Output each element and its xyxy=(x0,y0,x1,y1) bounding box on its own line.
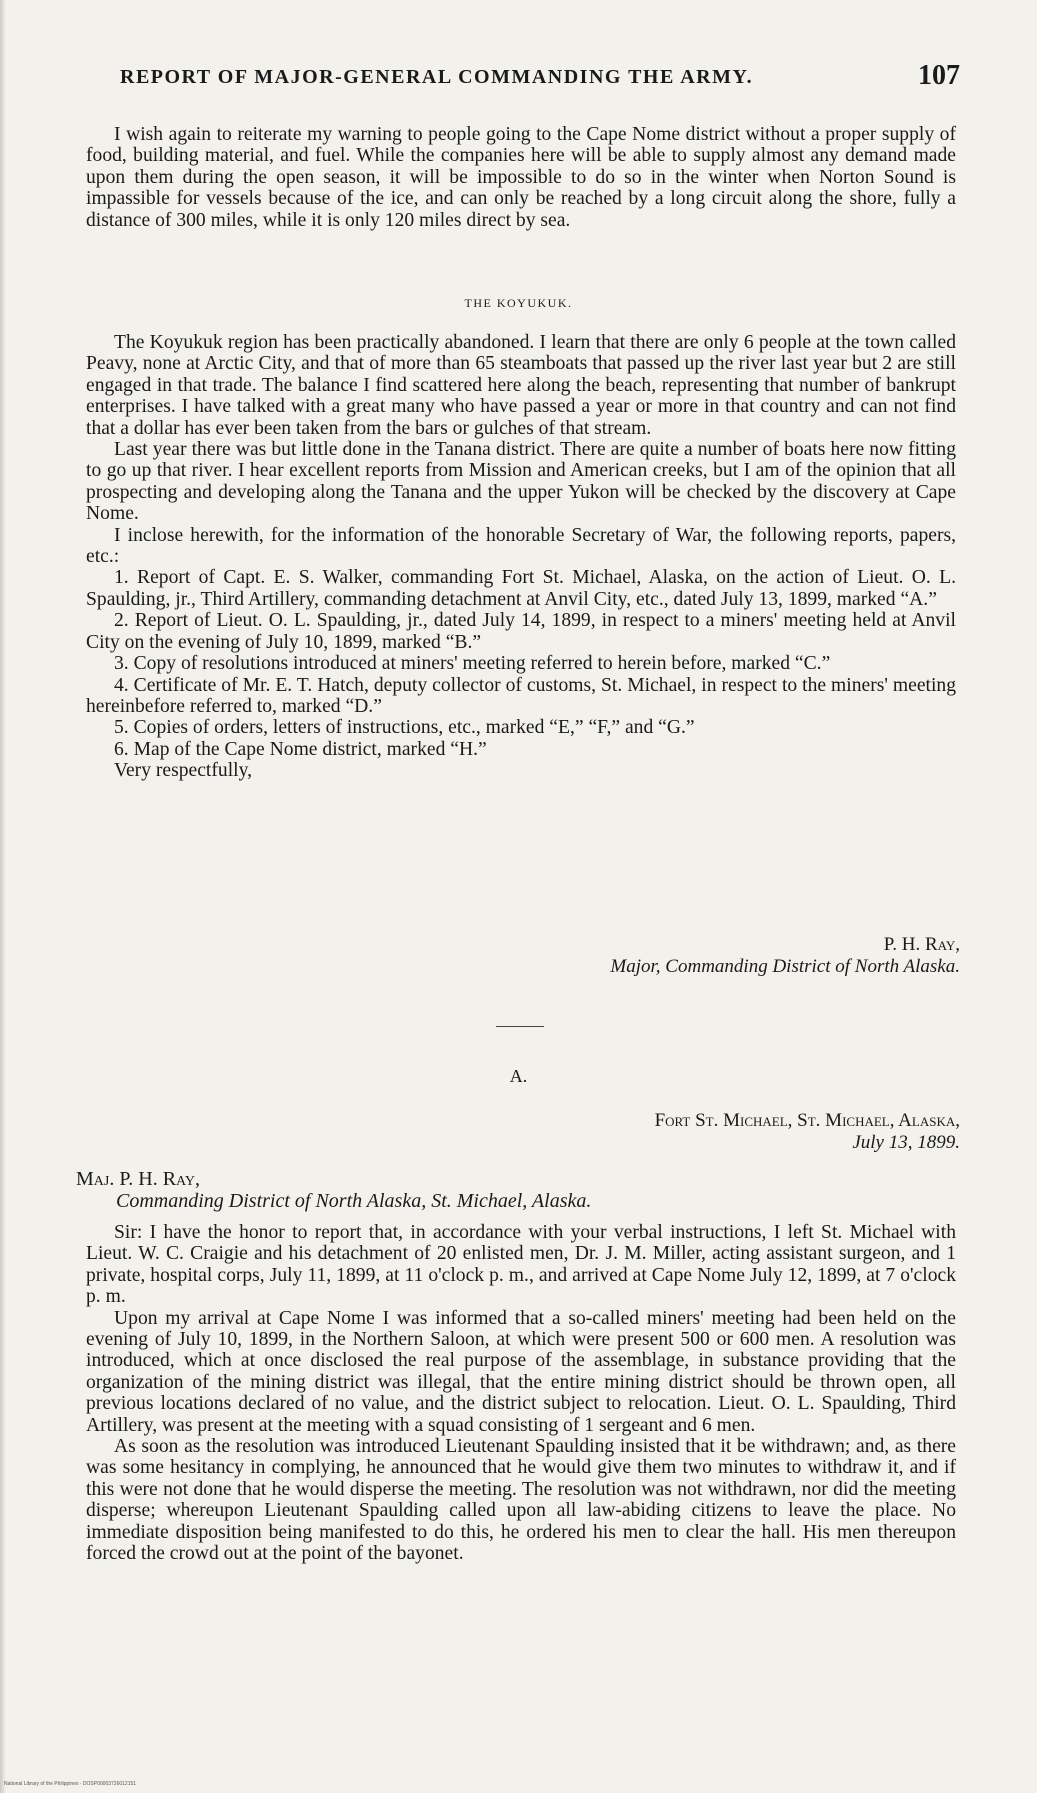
letter-paragraph: Upon my arrival at Cape Nome I was informed that a so-called miners' meeting had been held on the evening of July 10, 1899, in the Northern Saloon, at which were present 500 or 600 men. A resolution was introduced, which at once disclosed the real purpose of the assemblage, in substance providing that the organization of the mining district was illegal, that the entire mining district should be thrown open, all previous locations declared of no value, and the district subject to relocation. Lieut. O. L. Spaulding, Third Artillery, was present at the meeting with a squad consisting of 1 sergeant and 6 men. xyxy=(86,1307,956,1436)
koyukuk-section xyxy=(86,332,956,782)
signature-block xyxy=(0,934,960,978)
enclosure-item: 3. Copy of resolutions introduced at miners' meeting referred to herein before, marked “C.” xyxy=(114,653,831,675)
closing: Very respectfully, xyxy=(114,760,253,782)
letter-id: A. xyxy=(509,1066,528,1086)
header-title: REPORT OF MAJOR-GENERAL COMMANDING THE ARMY. xyxy=(120,66,754,88)
enclosure-item: 1. Report of Capt. E. S. Walker, commanding Fort St. Michael, Alaska, on the action of Lieut. O. L. Spaulding, jr., Third Artillery, commanding detachment at Anvil City, etc., dated July 13, 1899, marked “A.” xyxy=(86,567,956,610)
dateline xyxy=(0,1110,960,1154)
separator-rule xyxy=(496,1026,544,1027)
signature-name: P. H. Ray, xyxy=(883,934,960,955)
enclosure-item: 4. Certificate of Mr. E. T. Hatch, deputy collector of customs, St. Michael, in respect to the miners' meeting hereinbefore referred to, marked “D.” xyxy=(86,674,956,717)
enclosure-item: 6. Map of the Cape Nome district, marked “H.” xyxy=(114,738,487,760)
letter-paragraph: Sir: I have the honor to report that, in accordance with your verbal instructions, I left St. Michael with Lieut. W. C. Craigie and his detachment of 20 enlisted men, Dr. J. M. Miller, acting assistant surgeon, and 1 private, hospital corps, July 11, 1899, at 11 o'clock p. m., and arrived at Cape Nome July 12, 1899, at 7 o'clock p. m. xyxy=(86,1222,956,1308)
letter-body xyxy=(86,1222,956,1565)
dateline-place: Fort St. Michael, St. Michael, Alaska, xyxy=(654,1110,960,1131)
section-heading: THE KOYUKUK. xyxy=(464,296,573,310)
address-line1: Maj. P. H. Ray, xyxy=(76,1168,200,1190)
koyukuk-paragraph: The Koyukuk region has been practically abandoned. I learn that there are only 6 people at the town called Peavy, none at Arctic City, and that of more than 65 steamboats that passed up the river last year but 2 are still engaged in that trade. The balance I find scattered here along the beach, representing that number of bankrupt enterprises. I have talked with a great many who have passed a year or more in that country and can not find that a dollar has ever been taken from the bars or gulches of that stream. xyxy=(86,332,956,439)
running-header xyxy=(120,60,960,91)
tanana-paragraph: Last year there was but little done in the Tanana district. There are quite a number of boats here now fitting to go up that river. I hear excellent reports from Mission and American creeks, but I am of the opinion that all prospecting and developing along the Tanana and the upper Yukon will be checked by the discovery at Cape Nome. xyxy=(86,439,956,525)
scan-edge xyxy=(0,0,6,1793)
address-block xyxy=(76,1168,956,1212)
address-line2: Commanding District of North Alaska, St. Michael, Alaska. xyxy=(116,1190,592,1212)
enclosure-intro: I inclose herewith, for the information of the honorable Secretary of War, the following reports, papers, etc.: xyxy=(86,524,956,568)
letter-paragraph: As soon as the resolution was introduced Lieutenant Spaulding insisted that it be withdrawn; and, as there was some hesitancy in complying, he announced that he would give them two minutes to withdraw it, and if this were not done that he would disperse the meeting. The resolution was not withdrawn, nor did the meeting disperse; whereupon Lieutenant Spaulding called upon all law-abiding citizens to leave the place. No immediate disposition being manifested to do this, he ordered his men to clear the hall. His men thereupon forced the crowd out at the point of the bayonet. xyxy=(86,1436,956,1565)
intro-block xyxy=(86,124,956,231)
signature-role: Major, Commanding District of North Alaska. xyxy=(610,956,960,977)
enclosure-item: 5. Copies of orders, letters of instructions, etc., marked “E,” “F,” and “G.” xyxy=(114,717,695,739)
enclosure-item: 2. Report of Lieut. O. L. Spaulding, jr., dated July 14, 1899, in respect to a miners' meeting held at Anvil City on the evening of July 10, 1899, marked “B.” xyxy=(86,610,956,653)
page-number: 107 xyxy=(918,60,960,91)
dateline-date: July 13, 1899. xyxy=(852,1132,960,1153)
intro-paragraph: I wish again to reiterate my warning to people going to the Cape Nome district without a proper supply of food, building material, and fuel. While the companies here will be able to supply almost any demand made upon them during the open season, it will be impossible to do so in the winter when Norton Sound is impassible for vessels because of the ice, and can only be reached by a long circuit along the shore, fully a distance of 300 miles, while it is only 120 miles direct by sea. xyxy=(86,124,956,231)
footer-stamp: National Library of the Philippines · DOSP00003726012151 xyxy=(4,1781,137,1787)
